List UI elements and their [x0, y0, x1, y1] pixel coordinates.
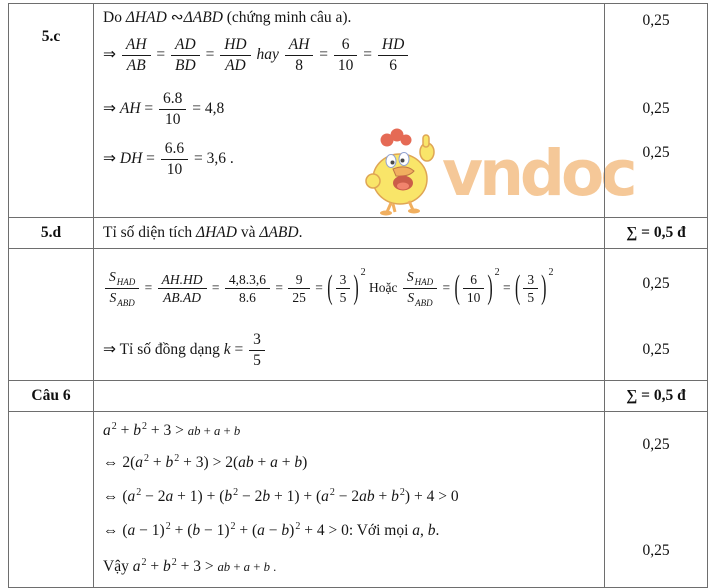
math-line: ⇒ $\frac{AH}{AB}$ = $\frac{AD}{BD}$ = $\frac{HD}{AD}$ hay $\frac{AH}{8}$ = $\frac{6}{10}$ = $\frac{HD}{6}$ — [103, 36, 410, 75]
table-row-5c — [9, 4, 708, 218]
math-line: ⇒ AH = $\frac{6.8}{10}$ = 4,8 — [103, 90, 225, 128]
solution-cell — [94, 249, 605, 381]
score-value: 0,25 — [642, 341, 670, 358]
score-cell — [605, 381, 708, 412]
answer-key-table — [8, 3, 708, 588]
math-line: ⇔ $(a - 1)^2 + (b - 1)^2 + (a - b)^2 + 4 > 0$: Với mọi a, b. — [103, 521, 440, 539]
math-line: $a^2 + b^2 + 3$ > ab + a + b — [103, 421, 241, 439]
table-row-5d — [9, 218, 708, 249]
math-line: ⇒ DH = $\frac{6.6}{10}$ = 3,6 . — [103, 140, 234, 178]
score-value: 0,25 — [642, 436, 670, 453]
score-value: 0,25 — [642, 542, 670, 559]
score-sum: ∑ = 0,5 đ — [626, 387, 686, 404]
math-line: Vậy $a^2 + b^2 + 3$ > ab + a + b . — [103, 557, 277, 575]
score-cell — [605, 218, 708, 249]
score-cell — [605, 412, 708, 588]
question-label: Câu 6 — [31, 387, 71, 404]
question-label-cell — [9, 412, 94, 588]
question-label-cell — [9, 381, 94, 412]
solution-cell — [94, 4, 605, 218]
score-value: 0,25 — [642, 275, 670, 292]
table-row-5d-solution — [9, 249, 708, 381]
table-row-cau6-solution — [9, 412, 708, 588]
score-cell — [605, 4, 708, 218]
question-label: 5.c — [41, 28, 61, 45]
question-label-cell — [9, 249, 94, 381]
score-sum: ∑ = 0,5 đ — [626, 224, 686, 241]
question-label: 5.d — [40, 224, 62, 241]
solution-cell — [94, 412, 605, 588]
score-value: 0,25 — [642, 12, 670, 29]
math-line: ⇒ Tỉ số đồng dạng k = $\frac{3}{5}$ — [103, 331, 267, 370]
solution-cell — [94, 381, 605, 412]
score-value: 0,25 — [642, 144, 670, 161]
question-label-cell — [9, 4, 94, 218]
math-line: ⇔ $2(a^2 + b^2 + 3) > 2(ab + a + b)$ — [103, 453, 308, 471]
score-value: 0,25 — [642, 100, 670, 117]
math-line: $S_{HAD}$ $S_{ABD}$ = $\frac{AH.HD}{AB.AD}$ = $\frac{4,8.3,6}{8.6}$ = $\frac{9}{25}$ = ( $\frac{3}{5}$ ) $^2$ Hoặc $S_{HAD}$ $S_{ABD}$ = ( $\frac{6}{10}$ ) $^2$ = ( $\frac{3}{5}$ ) $^2$ — [103, 269, 553, 309]
math-line: Tỉ số diện tích ΔHAD và ΔABD. — [103, 224, 303, 241]
math-line: Do ΔHAD ∾ΔABD (chứng minh câu a). — [103, 9, 352, 26]
table-row-cau6 — [9, 381, 708, 412]
math-line: ⇔ $(a^2 - 2a + 1) + (b^2 - 2b + 1) + (a^2 - 2ab + b^2) + 4 > 0$ — [103, 487, 459, 505]
question-label-cell — [9, 218, 94, 249]
score-cell — [605, 249, 708, 381]
solution-cell — [94, 218, 605, 249]
vndoc-logo-text: vndoc — [442, 137, 634, 210]
